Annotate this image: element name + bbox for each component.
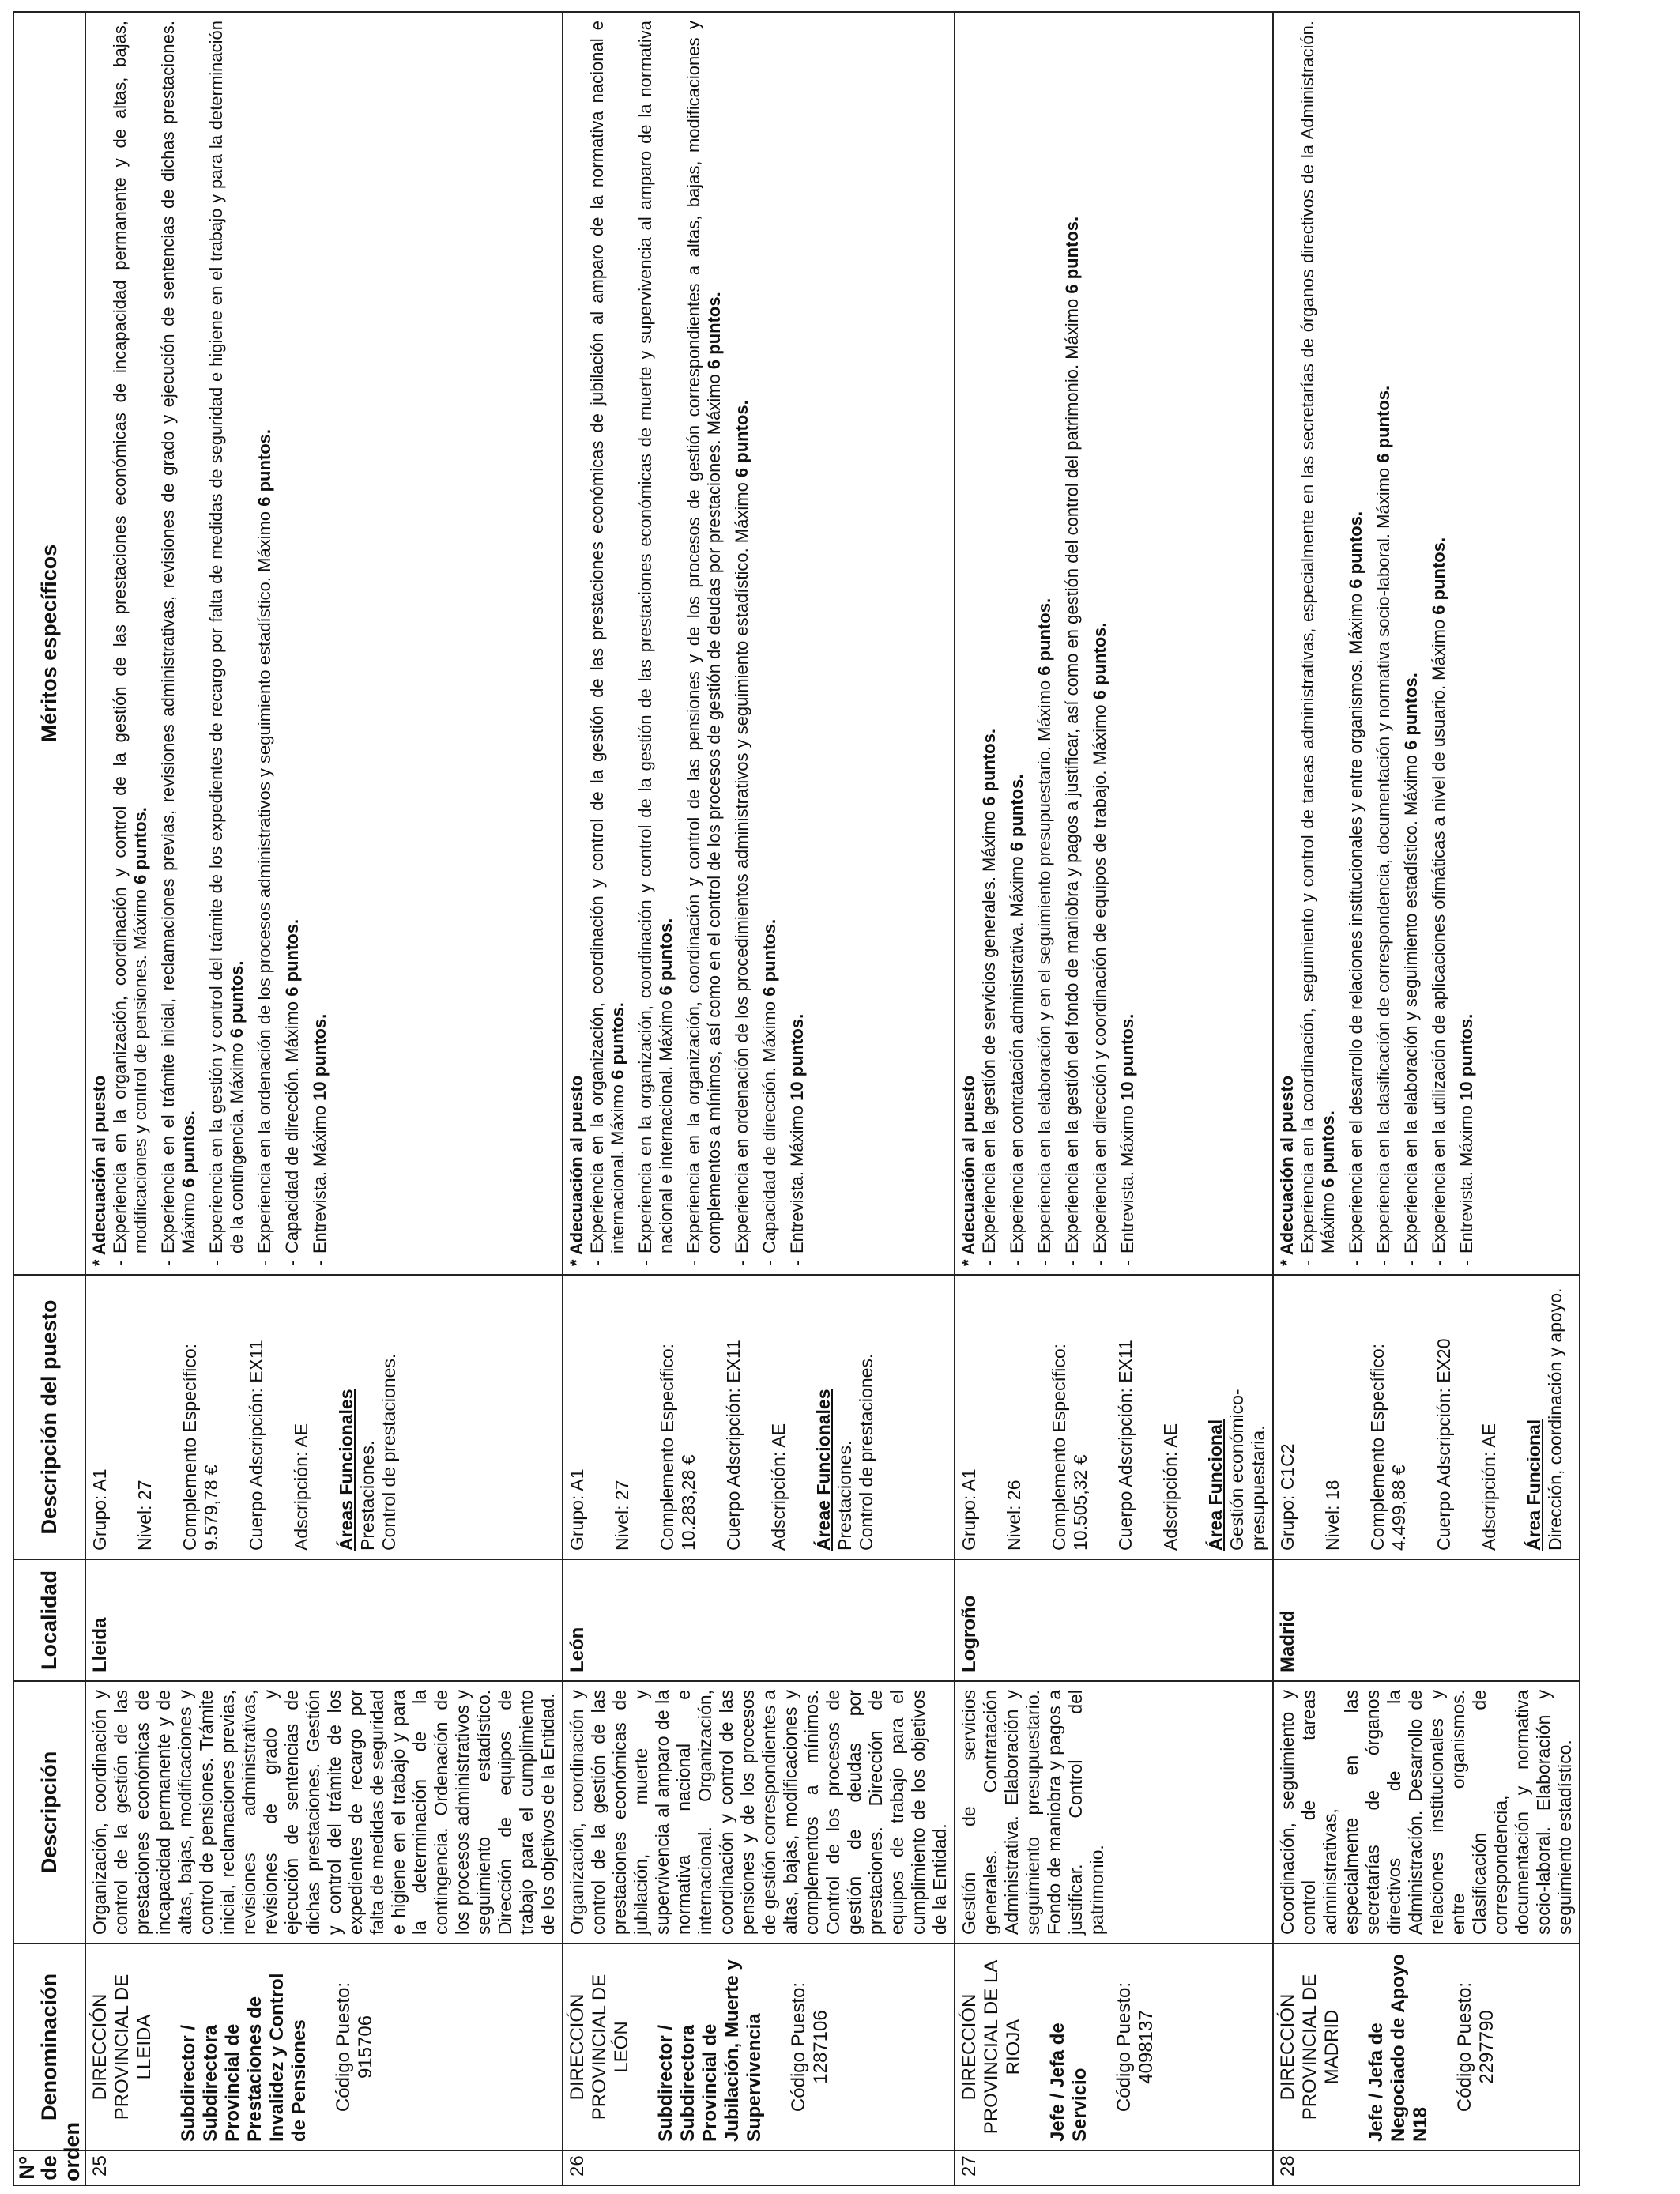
grupo: Grupo: A1 [959, 1468, 980, 1551]
header-row [13, 12, 85, 2185]
descripcion-cell: Gestión de servicios generales. Contratación Administrativa. Elaboración y seguimiento presupuestario. Fondo de maniobra y pagos a justificar. Control del patrimonio. [955, 1681, 1273, 1943]
descripcion-cell: Organización, coordinación y control de la gestión de las prestaciones económicas de jubilación, muerte y supervivencia al amparo de la normativa nacional e internacional. Organización, coordinación y control de las pensiones y de los procesos de gestión correspondientes a altas, bajas, modificaciones y complementos a mínimos. Control de los procesos de gestión de deudas por prestaciones. Dirección de equipos de trabajo para el cumplimiento de los objetivos de la Entidad. [563, 1681, 955, 1943]
merit-text: Capacidad de dirección. Máximo [282, 996, 303, 1253]
merit-points: 6 puntos. [979, 729, 1000, 806]
merit-points: 6 puntos. [1346, 511, 1366, 589]
merit-points: 6 puntos. [608, 1002, 628, 1080]
header-num: Nº de orden [13, 2151, 85, 2185]
merit-points: 6 puntos. [282, 918, 303, 997]
area-funcional-label: Áreas Funcionales [336, 1389, 357, 1551]
merit-points: 6 puntos. [227, 960, 247, 1039]
merit-text: Experiencia en la elaboración y en el seguimiento presupuestario. Máximo [1034, 675, 1055, 1253]
direccion-provincial: DIRECCIÓN PROVINCIAL DE LLEIDA [89, 1973, 156, 2120]
merit-text: Experiencia en el trámite inicial, reclamaciones previas, revisiones administrativas, revisiones de grado y ejecución de sentencias de dichas prestaciones. Máximo [158, 21, 199, 1253]
job-title: Subdirector / Subdirectora Provincial de Prestaciones de Invalidez y Control de Pensiones [178, 1973, 311, 2142]
merit-points: 6 puntos. [704, 292, 725, 370]
job-title: Jefe / Jefa de Servicio [1047, 2022, 1091, 2142]
merit-item: - Experiencia en la coordinación, seguimiento y control de tareas administrativas, especialmente en las secretarías de órganos directivos de la Administración. Máximo 6 puntos. [1298, 21, 1339, 1266]
job-title: Jefe / Jefa de Negociado de Apoyo N18 [1365, 1954, 1432, 2142]
merit-points: 6 puntos. [254, 428, 275, 507]
area-funcional-1: Prestaciones. [834, 1440, 856, 1551]
meritos-title: * Adecuación al puesto [567, 1075, 587, 1266]
nivel: Nivel: 27 [134, 1480, 156, 1551]
meritos-list [979, 21, 1138, 1266]
meritos-cell [1273, 12, 1580, 1275]
merit-points: 6 puntos. [759, 918, 780, 997]
merit-item: - Experiencia en la elaboración y seguimiento estadístico. Máximo 6 puntos. [1401, 673, 1422, 1266]
merit-item: - Capacidad de dirección. Máximo 6 puntos. [282, 918, 303, 1266]
merit-points: 10 puntos. [1117, 1013, 1138, 1101]
merit-item: - Experiencia en ordenación de los procedimientos administrativos y seguimiento estadístico. Máximo 6 puntos. [732, 400, 752, 1266]
merit-points: 6 puntos. [1429, 537, 1449, 615]
merit-points: 10 puntos. [787, 1013, 808, 1101]
header-meritos: Méritos específicos [13, 12, 85, 1275]
merit-text: Experiencia en contratación administrativa. Máximo [1007, 851, 1027, 1253]
meritos-title: * Adecuación al puesto [1277, 1075, 1298, 1266]
direccion-provincial: DIRECCIÓN PROVINCIAL DE LEÓN [567, 1973, 633, 2120]
header-denominacion: Denominación [13, 1943, 85, 2151]
job-code: Código Puesto: 4098137 [1113, 1981, 1158, 2113]
cuerpo-adscripcion: Cuerpo Adscripción: EX11 [1115, 1340, 1136, 1551]
merit-points: 6 puntos. [1062, 216, 1083, 294]
merit-item: - Experiencia en la gestión de servicios generales. Máximo 6 puntos. [979, 729, 1000, 1266]
merit-item: - Entrevista. Máximo 10 puntos. [310, 1013, 330, 1266]
meritos-cell [955, 12, 1273, 1275]
merit-text: Experiencia en la clasificación de correspondencia, documentación y normativa socio-laboral. Máximo [1373, 462, 1394, 1253]
area-funcional-1: Dirección, coordinación y apoyo. [1545, 1287, 1566, 1551]
merit-points: 6 puntos. [1373, 385, 1394, 463]
table-body [85, 12, 1580, 2185]
area-funcional-1: Gestión económico-presupuestaria. [1226, 1389, 1269, 1551]
complemento-especifico: Complemento Específico: 4.499,88 € [1367, 1343, 1410, 1551]
table-row [955, 12, 1273, 2185]
merit-item: - Entrevista. Máximo 10 puntos. [1456, 1013, 1477, 1266]
area-funcional-label: Áreae Funcionales [813, 1389, 834, 1551]
merit-text: Experiencia en la organización, coordinación y control de la gestión de las prestaciones económicas de incapacidad permanente y de altas, bajas, modificaciones y control de pensiones. Máximo [110, 21, 151, 1253]
merit-text: Entrevista. Máximo [1117, 1100, 1138, 1253]
denominacion-cell [85, 1943, 563, 2151]
order-number: 27 [955, 2151, 1273, 2185]
merit-item: - Capacidad de dirección. Máximo 6 puntos. [759, 918, 780, 1266]
merit-item: - Entrevista. Máximo 10 puntos. [787, 1013, 808, 1266]
header-descripcion-puesto: Descripción del puesto [13, 1275, 85, 1559]
meritos-list [1298, 21, 1477, 1266]
direccion-provincial: DIRECCIÓN PROVINCIAL DE MADRID [1277, 1973, 1343, 2120]
merit-item: - Experiencia en la clasificación de correspondencia, documentación y normativa socio-laboral. Máximo 6 puntos. [1373, 385, 1394, 1266]
descripcion-cell: Coordinación, seguimiento y control de tareas administrativas, especialmente en las secretarías de órganos directivos de la Administración. Desarrollo de relaciones institucionales y entre organismos. Clasificación de correspondencia, documentación y normativa socio-laboral. Elaboración y seguimiento estadístico. [1273, 1681, 1580, 1943]
merit-text: Experiencia en dirección y coordinación de equipos de trabajo. Máximo [1090, 699, 1110, 1253]
merit-text: Experiencia en la organización, coordinación y control de la gestión de las prestaciones económicas de jubilación al amparo de la normativa nacional e internacional. Máximo [587, 21, 628, 1253]
merit-points: 6 puntos. [1318, 1110, 1339, 1188]
merit-points: 6 puntos. [1401, 673, 1422, 750]
header-localidad: Localidad [13, 1559, 85, 1681]
meritos-cell [563, 12, 955, 1275]
merit-text: Experiencia en el desarrollo de relaciones institucionales y entre organismos. Máximo [1346, 588, 1366, 1253]
table-row [85, 12, 563, 2185]
merit-text: Entrevista. Máximo [787, 1100, 808, 1253]
merit-text: Experiencia en la gestión y control del trámite de los expedientes de recargo por falta de medidas de seguridad e higiene en el trabajo y para la determinación de la contingencia. Máximo [206, 21, 247, 1253]
job-title: Subdirector / Subdirectora Provincial de Jubilación, Muerte y Supervivencia [655, 1959, 766, 2142]
merit-item: - Experiencia en la ordenación de los procesos administrativos y seguimiento estadístico. Máximo 6 puntos. [254, 428, 275, 1266]
merit-points: 6 puntos. [130, 807, 151, 884]
nivel: Nivel: 26 [1004, 1480, 1025, 1551]
order-number: 25 [85, 2151, 563, 2185]
job-code: Código Puesto: 2297790 [1454, 1981, 1498, 2113]
adscripcion: Adscripción: AE [1478, 1423, 1500, 1551]
merit-item: - Experiencia en la utilización de aplicaciones ofimáticas a nivel de usuario. Máximo 6 puntos. [1429, 537, 1449, 1266]
meritos-title: * Adecuación al puesto [959, 1075, 979, 1266]
adscripcion: Adscripción: AE [768, 1423, 789, 1551]
descripcion-puesto-cell [85, 1275, 563, 1559]
complemento-especifico: Complemento Específico: 9.579,78 € [179, 1343, 222, 1551]
meritos-cell [85, 12, 563, 1275]
merit-text: Capacidad de dirección. Máximo [759, 996, 780, 1253]
merit-item: - Experiencia en el desarrollo de relaciones institucionales y entre organismos. Máximo 6 puntos. [1346, 511, 1366, 1266]
merit-item: - Experiencia en el trámite inicial, reclamaciones previas, revisiones administrativas, revisiones de grado y ejecución de sentencias de dichas prestaciones. Máximo 6 puntos. [158, 21, 199, 1266]
job-code: Código Puesto: 915706 [333, 1981, 377, 2113]
cuerpo-adscripcion: Cuerpo Adscripción: EX11 [723, 1340, 744, 1551]
localidad-cell: Logroño [955, 1559, 1273, 1681]
cuerpo-adscripcion: Cuerpo Adscripción: EX11 [246, 1340, 267, 1551]
area-funcional-1: Prestaciones. [357, 1440, 379, 1551]
area-funcional-2: Control de prestaciones. [379, 1353, 400, 1551]
merit-points: 6 puntos. [732, 400, 752, 478]
merit-text: Experiencia en la coordinación, seguimiento y control de tareas administrativas, especialmente en las secretarías de órganos directivos de la Administración. Máximo [1298, 21, 1339, 1253]
merit-points: 6 puntos. [1090, 622, 1110, 700]
localidad-cell: Lleida [85, 1559, 563, 1681]
merit-text: Entrevista. Máximo [310, 1100, 330, 1253]
merit-points: 6 puntos. [1007, 774, 1027, 852]
adscripcion: Adscripción: AE [1160, 1423, 1181, 1551]
complemento-especifico: Complemento Específico: 10.283,28 € [657, 1343, 699, 1551]
meritos-title: * Adecuación al puesto [89, 1075, 110, 1266]
merit-text: Experiencia en la organización, coordinación y control de la gestión de las prestaciones económicas de muerte y supervivencia al amparo de la normativa nacional e internacional. Máximo [635, 21, 676, 1253]
merit-text: Experiencia en la organización, coordinación y control de las pensiones y de los procesos de gestión correspondientes a altas, bajas, modificaciones y complementos a mínimos, así como en el control de los procesos de gestión de deudas por prestaciones. Máximo [684, 21, 725, 1253]
merit-points: 6 puntos. [179, 1110, 199, 1188]
meritos-list [110, 21, 330, 1266]
adscripcion: Adscripción: AE [291, 1423, 312, 1551]
merit-item: - Experiencia en la gestión del fondo de maniobra y pagos a justificar, así como en gestión del control del patrimonio. Máximo 6 puntos. [1062, 216, 1083, 1266]
merit-item: - Experiencia en dirección y coordinación de equipos de trabajo. Máximo 6 puntos. [1090, 622, 1110, 1266]
table-row [563, 12, 955, 2185]
grupo: Grupo: A1 [567, 1468, 588, 1551]
merit-points: 10 puntos. [310, 1013, 330, 1101]
merit-item: - Experiencia en la organización, coordinación y control de la gestión de las prestaciones económicas de muerte y supervivencia al amparo de la normativa nacional e internacional. Máximo 6 puntos. [635, 21, 676, 1266]
direccion-provincial: DIRECCIÓN PROVINCIAL DE LA RIOJA [959, 1959, 1025, 2135]
area-funcional-2: Control de prestaciones. [856, 1353, 877, 1551]
table-row [1273, 12, 1580, 2185]
merit-points: 10 puntos. [1456, 1013, 1477, 1101]
localidad-cell: León [563, 1559, 955, 1681]
descripcion-cell: Organización, coordinación y control de la gestión de las prestaciones económicas de incapacidad permanente y de altas, bajas, modificaciones y control de pensiones. Trámite inicial, reclamaciones previas, revisiones administrativas, revisiones de grado y ejecución de sentencias de dichas prestaciones. Gestión y control del trámite de los expedientes de recargo por falta de medidas de seguridad e higiene en el trabajo y para la determinación de la contingencia. Ordenación de los procesos administrativos y seguimiento estadístico. Dirección de equipos de trabajo para el cumplimiento de los objetivos de la Entidad. [85, 1681, 563, 1943]
descripcion-puesto-cell [563, 1275, 955, 1559]
merit-item: - Experiencia en la gestión y control del trámite de los expedientes de recargo por falta de medidas de seguridad e higiene en el trabajo y para la determinación de la contingencia. Máximo 6 puntos. [206, 21, 247, 1266]
meritos-list [587, 21, 808, 1266]
cuerpo-adscripcion: Cuerpo Adscripción: EX20 [1433, 1338, 1455, 1551]
localidad-cell: Madrid [1273, 1559, 1580, 1681]
merit-item: - Experiencia en contratación administrativa. Máximo 6 puntos. [1007, 774, 1027, 1266]
vacancies-table [13, 11, 1580, 2186]
order-number: 28 [1273, 2151, 1580, 2185]
merit-item: - Experiencia en la organización, coordinación y control de la gestión de las prestaciones económicas de jubilación al amparo de la normativa nacional e internacional. Máximo 6 puntos. [587, 21, 628, 1266]
grupo: Grupo: C1C2 [1277, 1443, 1298, 1551]
merit-text: Experiencia en la elaboración y seguimiento estadístico. Máximo [1401, 749, 1422, 1253]
denominacion-cell [1273, 1943, 1580, 2151]
job-code: Código Puesto: 1287106 [788, 1981, 832, 2113]
merit-text: Entrevista. Máximo [1456, 1100, 1477, 1253]
area-funcional-label: Área Funcional [1524, 1419, 1545, 1551]
merit-text: Experiencia en ordenación de los procedimientos administrativos y seguimiento estadístico. Máximo [732, 477, 752, 1253]
merit-item: - Entrevista. Máximo 10 puntos. [1117, 1013, 1138, 1266]
descripcion-puesto-cell [1273, 1275, 1580, 1559]
header-descripcion: Descripción [13, 1681, 85, 1943]
area-funcional-label: Área Funcional [1205, 1419, 1226, 1551]
complemento-especifico: Complemento Específico: 10.505,32 € [1049, 1343, 1091, 1551]
grupo: Grupo: A1 [89, 1468, 111, 1551]
merit-points: 6 puntos. [1034, 598, 1055, 676]
merit-text: Experiencia en la ordenación de los procesos administrativos y seguimiento estadístico. Máximo [254, 506, 275, 1253]
merit-item: - Experiencia en la organización, coordinación y control de las pensiones y de los procesos de gestión correspondientes a altas, bajas, modificaciones y complementos a mínimos, así como en el control de los procesos de gestión de deudas por prestaciones. Máximo 6 puntos. [684, 21, 725, 1266]
nivel: Nivel: 27 [612, 1480, 633, 1551]
denominacion-cell [955, 1943, 1273, 2151]
descripcion-puesto-cell [955, 1275, 1273, 1559]
merit-text: Experiencia en la gestión de servicios generales. Máximo [979, 805, 1000, 1253]
merit-points: 6 puntos. [656, 918, 676, 996]
nivel: Nivel: 18 [1322, 1480, 1343, 1551]
merit-item: - Experiencia en la organización, coordinación y control de la gestión de las prestaciones económicas de incapacidad permanente y de altas, bajas, modificaciones y control de pensiones. Máximo 6 puntos. [110, 21, 151, 1266]
denominacion-cell [563, 1943, 955, 2151]
merit-text: Experiencia en la utilización de aplicaciones ofimáticas a nivel de usuario. Máximo [1429, 614, 1449, 1253]
order-number: 26 [563, 2151, 955, 2185]
merit-text: Experiencia en la gestión del fondo de maniobra y pagos a justificar, así como en gestión del control del patrimonio. Máximo [1062, 293, 1083, 1253]
merit-item: - Experiencia en la elaboración y en el seguimiento presupuestario. Máximo 6 puntos. [1034, 598, 1055, 1266]
